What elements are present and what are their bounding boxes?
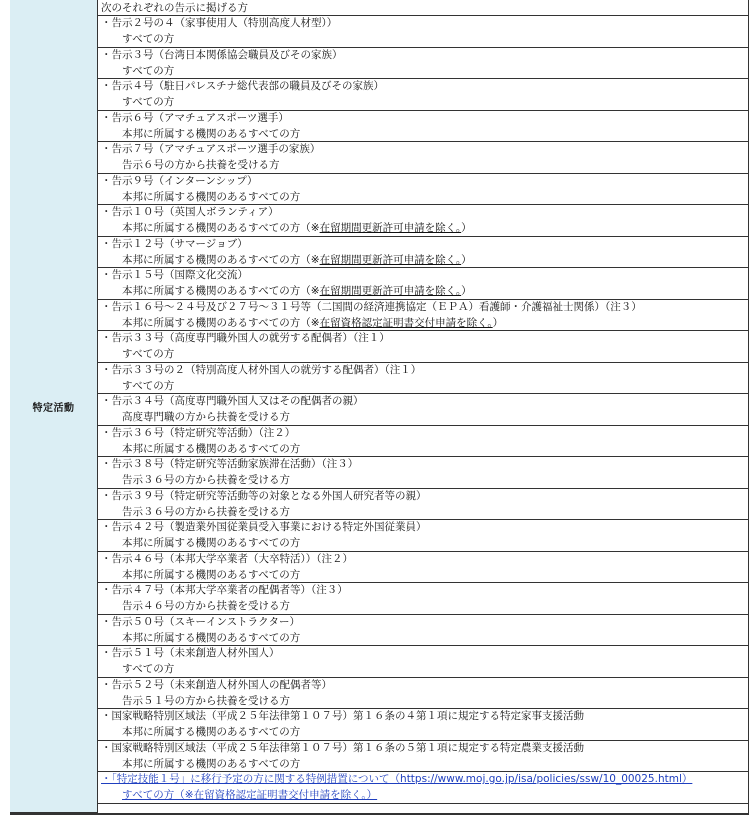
notice-title: ・告示３８号（特定研究等活動家族滞在活動）（注３） xyxy=(101,458,359,470)
notice-title: ・告示１５号（国際文化交流） xyxy=(101,269,248,281)
notice-title: ・告示７号（アマチュアスポーツ選手の家族） xyxy=(101,143,321,155)
notice-entry xyxy=(98,709,749,741)
eligibility-close: ） xyxy=(461,253,472,266)
notice-eligibility: 告示６号の方から扶養を受ける方 xyxy=(122,159,280,171)
notice-title: ・告示１０号（英国人ボランティア） xyxy=(101,206,279,218)
eligibility-exception: 在留資格認定証明書交付申請を除く。 xyxy=(319,316,493,329)
notice-entry xyxy=(98,646,749,678)
notice-entry xyxy=(98,174,749,206)
eligibility-close: ） xyxy=(461,222,472,234)
notice-entry xyxy=(98,489,749,521)
notice-title: ・告示５２号（未来創造人材外国人の配偶者等） xyxy=(101,678,332,691)
notice-entry xyxy=(98,678,749,710)
notice-entry xyxy=(98,16,749,48)
notice-eligibility: すべての方 xyxy=(122,33,175,45)
notice-entry xyxy=(98,552,749,584)
eligibility-exception: 在留期間更新許可申請を除く。 xyxy=(319,253,462,266)
notice-title: ・告示４７号（本邦大学卒業者の配偶者等）（注３） xyxy=(101,584,348,596)
notice-eligibility: すべての方 xyxy=(122,96,175,108)
notice-entry xyxy=(98,426,749,458)
eligibility-text: 本邦に所属する機関のあるすべての方（※ xyxy=(122,316,320,329)
notice-entry xyxy=(98,520,749,552)
notice-eligibility: 本邦に所属する機関のあるすべての方 xyxy=(122,537,301,549)
eligibility-exception: 在留期間更新許可申請を除く。 xyxy=(319,222,462,234)
notice-list xyxy=(98,16,749,772)
notice-eligibility: すべての方 xyxy=(122,379,175,392)
eligibility-text: 本邦に所属する機関のあるすべての方（※ xyxy=(122,253,320,266)
notice-title: ・告示３３号の２（特別高度人材外国人の就労する配偶者）（注１） xyxy=(101,363,422,376)
eligibility-close: ） xyxy=(492,316,504,329)
notice-eligibility: 告示３６号の方から扶養を受ける方 xyxy=(122,505,290,518)
notice-eligibility: 本邦に所属する機関のあるすべての方 xyxy=(122,442,301,455)
notice-title: ・告示１２号（サマージョブ） xyxy=(101,237,248,250)
notice-entry xyxy=(98,300,749,332)
notice-eligibility: すべての方 xyxy=(122,348,175,360)
notice-entry xyxy=(98,79,749,111)
notice-eligibility: 本邦に所属する機関のあるすべての方 xyxy=(122,726,301,738)
notice-title: ・告示３号（台湾日本関係協会職員及びその家族） xyxy=(101,48,343,61)
notice-entry xyxy=(98,583,749,615)
notice-title: ・告示５１号（未来創造人材外国人） xyxy=(101,647,280,659)
notice-entry xyxy=(98,142,749,174)
notice-title: ・国家戦略特別区域法（平成２５年法律第１０７号）第１６条の５第１項に規定する特定農業支援活動 xyxy=(101,741,584,754)
notice-title: ・告示１６号～２４号及び２７号～３１号等（二国間の経済連携協定（ＥＰＡ）看護師・介護福祉士関係）（注３） xyxy=(101,300,642,313)
notice-title: ・告示２号の４（家事使用人（特別高度人材型）） xyxy=(101,17,338,29)
notice-title: ・告示３６号（特定研究等活動）（注２） xyxy=(101,426,296,439)
eligibility-close: ） xyxy=(461,285,472,297)
notice-eligibility: 高度専門職の方から扶養を受ける方 xyxy=(122,411,290,423)
notices-header: 次のそれぞれの告示に掲げる方 xyxy=(98,0,749,16)
notice-eligibility xyxy=(98,252,749,267)
notice-eligibility: すべての方 xyxy=(122,663,175,675)
notices-cell xyxy=(98,0,749,813)
notice-entry xyxy=(98,457,749,489)
eligibility-text: 本邦に所属する機関のあるすべての方（※ xyxy=(122,285,320,297)
notice-entry xyxy=(98,237,749,269)
notice-eligibility: 本邦に所属する機関のあるすべての方 xyxy=(122,190,301,203)
notice-entry xyxy=(98,111,749,143)
notice-eligibility: 本邦に所属する機関のあるすべての方 xyxy=(122,568,301,581)
notice-entry xyxy=(98,363,749,395)
special-measure-link[interactable]: ・「特定技能１号」に移行予定の方に関する特例措置について（https://www.moj.go.jp/isa/policies/ssw/10_00025.html） xyxy=(101,773,693,785)
notice-entry xyxy=(98,741,749,773)
notice-entry xyxy=(98,331,749,363)
notice-eligibility: 告示４６号の方から扶養を受ける方 xyxy=(122,600,290,612)
notice-title: ・告示９号（インターンシップ） xyxy=(101,174,258,187)
notice-title: ・告示３４号（高度専門職外国人又はその配偶者の親） xyxy=(101,395,364,407)
notice-eligibility: 本邦に所属する機関のあるすべての方 xyxy=(122,757,301,770)
notice-eligibility: 本邦に所属する機関のあるすべての方 xyxy=(122,127,301,140)
notice-eligibility xyxy=(98,315,749,330)
notice-title: ・告示５０号（スキーインストラクター） xyxy=(101,615,300,628)
special-measure-eligibility[interactable]: すべての方（※在留資格認定証明書交付申請を除く。） xyxy=(122,789,378,801)
notice-entry xyxy=(98,615,749,647)
notice-entry xyxy=(98,205,749,237)
notice-title: ・告示３９号（特定研究等活動等の対象となる外国人研究者等の親） xyxy=(101,489,427,502)
notice-eligibility: 本邦に所属する機関のあるすべての方 xyxy=(122,631,301,644)
notice-title: ・告示３３号（高度専門職外国人の就労する配偶者）（注１） xyxy=(101,332,390,344)
notice-entry xyxy=(98,48,749,80)
category-label: 特定活動 xyxy=(32,402,75,414)
notice-title: ・告示４号（駐日パレスチナ総代表部の職員及びその家族） xyxy=(101,80,384,92)
special-measure-link-entry[interactable] xyxy=(98,772,749,804)
category-cell xyxy=(10,0,98,813)
notice-eligibility: 告示３６号の方から扶養を受ける方 xyxy=(122,474,290,486)
notice-eligibility xyxy=(98,220,749,235)
notice-eligibility xyxy=(98,283,749,298)
notice-eligibility: 告示５１号の方から扶養を受ける方 xyxy=(122,694,290,707)
eligibility-exception: 在留期間更新許可申請を除く。 xyxy=(319,285,462,297)
notice-title: ・告示４６号（本邦大学卒業者（大卒特活））（注２） xyxy=(101,552,353,565)
notice-title: ・国家戦略特別区域法（平成２５年法律第１０７号）第１６条の４第１項に規定する特定家事支援活動 xyxy=(101,710,584,722)
notice-title: ・告示６号（アマチュアスポーツ選手） xyxy=(101,111,289,124)
notice-eligibility: すべての方 xyxy=(122,64,175,77)
eligibility-text: 本邦に所属する機関のあるすべての方（※ xyxy=(122,222,320,234)
notice-title: ・告示４２号（製造業外国従業員受入事業における特定外国従業員） xyxy=(101,521,427,533)
notice-entry xyxy=(98,268,749,300)
notice-entry xyxy=(98,394,749,426)
